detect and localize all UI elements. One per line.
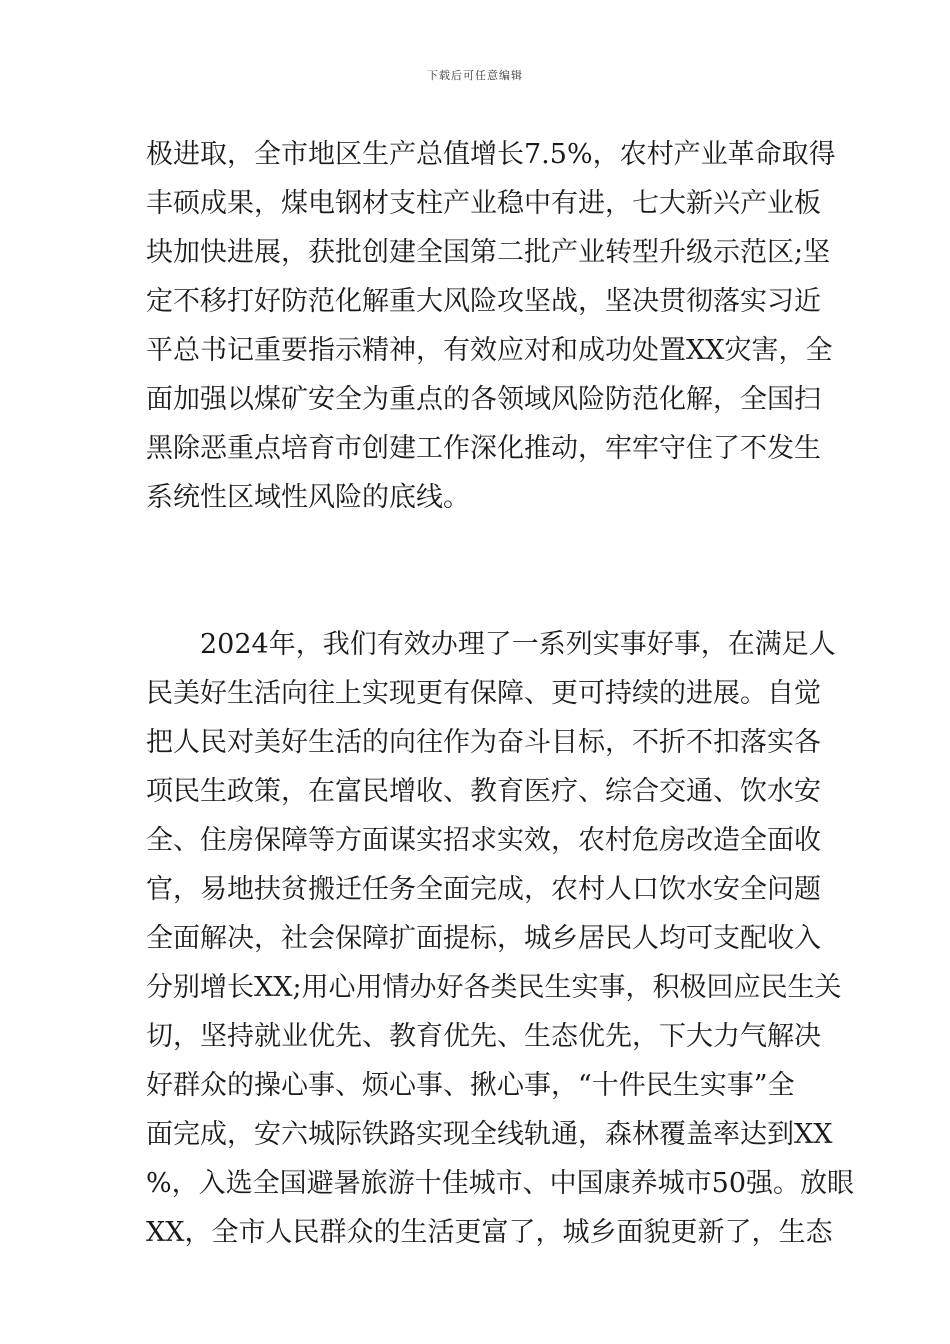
text-line: 平总书记重要指示精神，有效应对和成功处置XX灾害，全: [146, 335, 833, 366]
text-line: XX，全市人民群众的生活更富了，城乡面貌更新了，生态: [146, 1217, 833, 1248]
text-line: 民美好生活向往上实现更有保障、更可持续的进展。自觉: [146, 678, 821, 709]
text-line: 项民生政策，在富民增收、教育医疗、综合交通、饮水安: [146, 776, 821, 807]
text-line: 分别增长XX;用心用情办好各类民生实事，积极回应民生关: [146, 972, 842, 1003]
text-line: 面加强以煤矿安全为重点的各领域风险防范化解，全国扫: [146, 384, 821, 415]
paragraph-1: [146, 130, 836, 522]
text-line: 2024年，我们有效办理了一系列实事好事，在满足人: [146, 629, 836, 660]
text-line: 定不移打好防范化解重大风险攻坚战，坚决贯彻落实习近: [146, 286, 821, 317]
text-line: 把人民对美好生活的向往作为奋斗目标，不折不扣落实各: [146, 727, 821, 758]
text-line: 面完成，安六城际铁路实现全线轨通，森林覆盖率达到XX: [146, 1119, 833, 1150]
text-line: 全面解决，社会保障扩面提标，城乡居民人均可支配收入: [146, 923, 821, 954]
paragraph-2: [146, 620, 855, 1257]
text-line: 切，坚持就业优先、教育优先、生态优先，下大力气解决: [146, 1021, 821, 1052]
header-note: 下载后可任意编辑: [427, 69, 523, 82]
text-line: 极进取，全市地区生产总值增长7.5%，农村产业革命取得: [146, 139, 836, 170]
text-line: 块加快进展，获批创建全国第二批产业转型升级示范区;坚: [146, 237, 831, 268]
text-line: 丰硕成果，煤电钢材支柱产业稳中有进，七大新兴产业板: [146, 188, 821, 219]
text-line: 官，易地扶贫搬迁任务全面完成，农村人口饮水安全问题: [146, 874, 821, 905]
text-line: 黑除恶重点培育市创建工作深化推动，牢牢守住了不发生: [146, 433, 821, 464]
text-line: 全、住房保障等方面谋实招求实效，农村危房改造全面收: [146, 825, 821, 856]
paragraph-gap: [146, 522, 806, 620]
text-line: 好群众的操心事、烦心事、揪心事，“十件民生实事”全: [146, 1070, 795, 1101]
document-body: [146, 130, 855, 1257]
text-line: 系统性区域性风险的底线。: [146, 482, 470, 513]
text-line: %，入选全国避暑旅游十佳城市、中国康养城市50强。放眼: [146, 1168, 855, 1199]
